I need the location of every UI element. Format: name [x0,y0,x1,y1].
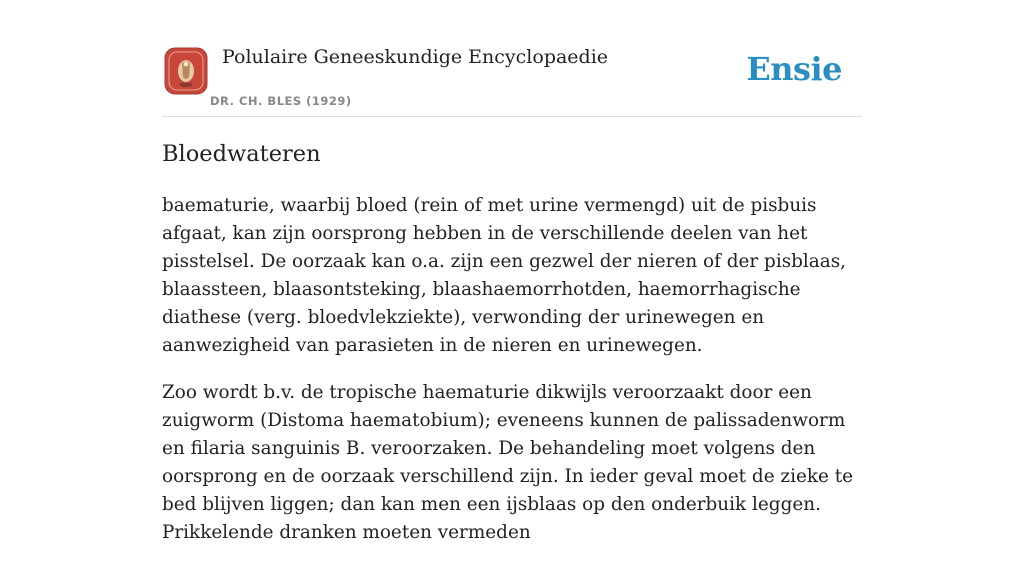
entry-body [162,192,872,566]
site-logo-text[interactable]: Ensie [746,50,842,88]
book-title[interactable]: Polulaire Geneeskundige Encyclopaedie [222,46,609,68]
entry-title: Bloedwateren [162,141,321,167]
page-header [162,40,862,117]
entry-paragraph: baematurie, waarbij bloed (rein of met urine vermengd) uit de pisbuis afgaat, kan zijn oorsprong hebben in de verschillende deelen van het pisstelsel. De oorzaak kan o.a. zijn een gezwel der nieren of der pisblaas, blaassteen, blaasontsteking, blaashaemorrhotden, haemorrhagische diathese (verg. bloedvlekziekte), verwonding der urinewegen en aanwezigheid van parasieten in de nieren en urinewegen. [162,195,847,356]
book-author: DR. CH. BLES (1929) [210,94,352,108]
entry-paragraph: Zoo wordt b.v. de tropische haematurie dikwijls veroorzaakt door een zuigworm (Distoma haematobium); eveneens kunnen de palissadenworm en filaria sanguinis B. veroorzaken. De behandeling moet volgens den oorsprong en de oorzaak verschillend zijn. In ieder geval moet de zieke te bed blijven liggen; dan kan men een ijsblaas op den onderbuik leggen. Prikkelende dranken moeten vermeden [162,382,854,543]
book-cover-emblem-icon[interactable] [164,47,208,95]
